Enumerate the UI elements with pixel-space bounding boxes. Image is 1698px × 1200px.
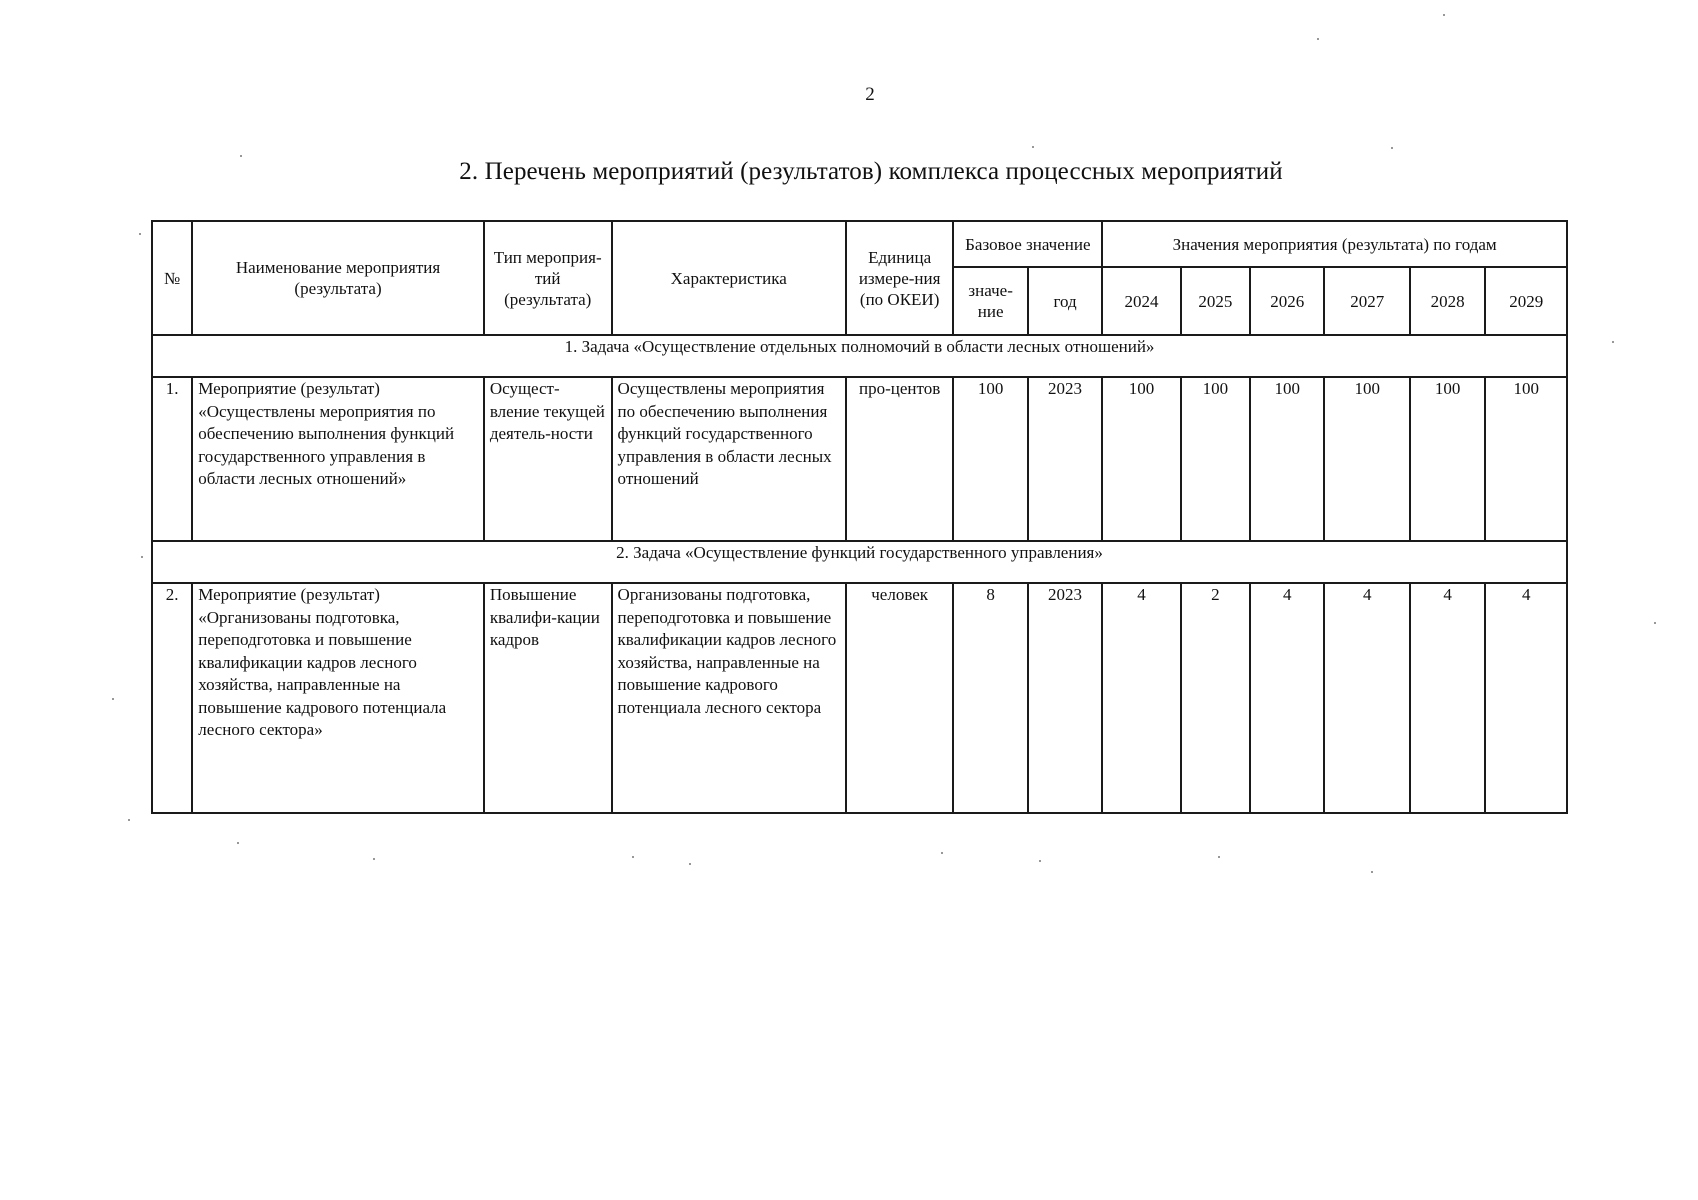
scan-speck bbox=[1317, 38, 1319, 40]
header-year-2027: 2027 bbox=[1324, 267, 1409, 335]
scan-speck bbox=[1443, 14, 1445, 16]
scan-speck bbox=[373, 858, 375, 860]
task-row-2 bbox=[152, 541, 1567, 583]
row-base-year: 2023 bbox=[1028, 377, 1102, 541]
document-title: 2. Перечень мероприятий (результатов) комплекса процессных мероприятий bbox=[459, 158, 1283, 185]
scan-speck bbox=[1032, 146, 1034, 148]
row-base-value: 100 bbox=[953, 377, 1027, 541]
scan-speck bbox=[632, 856, 634, 858]
scan-speck bbox=[237, 842, 239, 844]
scan-speck bbox=[141, 556, 143, 558]
row-value-2024: 4 bbox=[1102, 583, 1180, 813]
scan-speck bbox=[1371, 871, 1373, 873]
row-base-value: 8 bbox=[953, 583, 1027, 813]
row-value-2028: 100 bbox=[1410, 377, 1485, 541]
row-value-2025: 2 bbox=[1181, 583, 1250, 813]
scan-speck bbox=[1218, 856, 1220, 858]
header-base-value: значе-ние bbox=[953, 267, 1027, 335]
row-value-2025: 100 bbox=[1181, 377, 1250, 541]
row-characteristic: Организованы подготовка, переподготовка и повышение квалификации кадров лесного хозяйства, направленные на повышение кадрового потенциала лесного сектора bbox=[612, 583, 846, 813]
header-year-2024: 2024 bbox=[1102, 267, 1180, 335]
row-number: 1. bbox=[152, 377, 192, 541]
task-title-2: 2. Задача «Осуществление функций государственного управления» bbox=[152, 541, 1567, 583]
row-number: 2. bbox=[152, 583, 192, 813]
row-value-2026: 100 bbox=[1250, 377, 1324, 541]
header-base-year: год bbox=[1028, 267, 1102, 335]
header-year-2025: 2025 bbox=[1181, 267, 1250, 335]
header-year-2026: 2026 bbox=[1250, 267, 1324, 335]
table-row bbox=[152, 583, 1567, 813]
row-name: Мероприятие (результат) «Осуществлены мероприятия по обеспечению выполнения функций государственного управления в области лесных отношений» bbox=[192, 377, 484, 541]
task-title-1: 1. Задача «Осуществление отдельных полномочий в области лесных отношений» bbox=[152, 335, 1567, 377]
row-name: Мероприятие (результат) «Организованы подготовка, переподготовка и повышение квалификации кадров лесного хозяйства, направленные на повышение кадрового потенциала лесного сектора» bbox=[192, 583, 484, 813]
measures-table bbox=[151, 220, 1568, 814]
row-value-2029: 4 bbox=[1485, 583, 1567, 813]
header-type: Тип мероприя-тий (результата) bbox=[484, 221, 612, 335]
row-unit: человек bbox=[846, 583, 954, 813]
header-year-2029: 2029 bbox=[1485, 267, 1567, 335]
row-value-2029: 100 bbox=[1485, 377, 1567, 541]
scan-speck bbox=[112, 698, 114, 700]
header-base-group: Базовое значение bbox=[953, 221, 1102, 267]
scan-speck bbox=[1391, 147, 1393, 149]
scan-speck bbox=[128, 819, 130, 821]
scan-speck bbox=[1039, 860, 1041, 862]
scan-speck bbox=[1612, 341, 1614, 343]
row-type: Осущест-вление текущей деятель-ности bbox=[484, 377, 612, 541]
header-num: № bbox=[152, 221, 192, 335]
row-characteristic: Осуществлены мероприятия по обеспечению выполнения функций государственного управления в области лесных отношений bbox=[612, 377, 846, 541]
page-number: 2 bbox=[865, 84, 875, 105]
row-value-2028: 4 bbox=[1410, 583, 1485, 813]
row-value-2027: 4 bbox=[1324, 583, 1409, 813]
row-unit: про-центов bbox=[846, 377, 954, 541]
scan-speck bbox=[139, 233, 141, 235]
row-value-2024: 100 bbox=[1102, 377, 1180, 541]
row-value-2026: 4 bbox=[1250, 583, 1324, 813]
row-type: Повышение квалифи-кации кадров bbox=[484, 583, 612, 813]
header-years-group: Значения мероприятия (результата) по годам bbox=[1102, 221, 1567, 267]
header-year-2028: 2028 bbox=[1410, 267, 1485, 335]
scan-speck bbox=[941, 852, 943, 854]
table-row bbox=[152, 377, 1567, 541]
scan-speck bbox=[240, 155, 242, 157]
scan-speck bbox=[689, 863, 691, 865]
scan-speck bbox=[1654, 622, 1656, 624]
header-unit: Единица измере-ния (по ОКЕИ) bbox=[846, 221, 954, 335]
header-characteristic: Характеристика bbox=[612, 221, 846, 335]
task-row-1 bbox=[152, 335, 1567, 377]
row-value-2027: 100 bbox=[1324, 377, 1409, 541]
row-base-year: 2023 bbox=[1028, 583, 1102, 813]
header-row-1 bbox=[152, 221, 1567, 267]
header-name: Наименование мероприятия (результата) bbox=[192, 221, 484, 335]
